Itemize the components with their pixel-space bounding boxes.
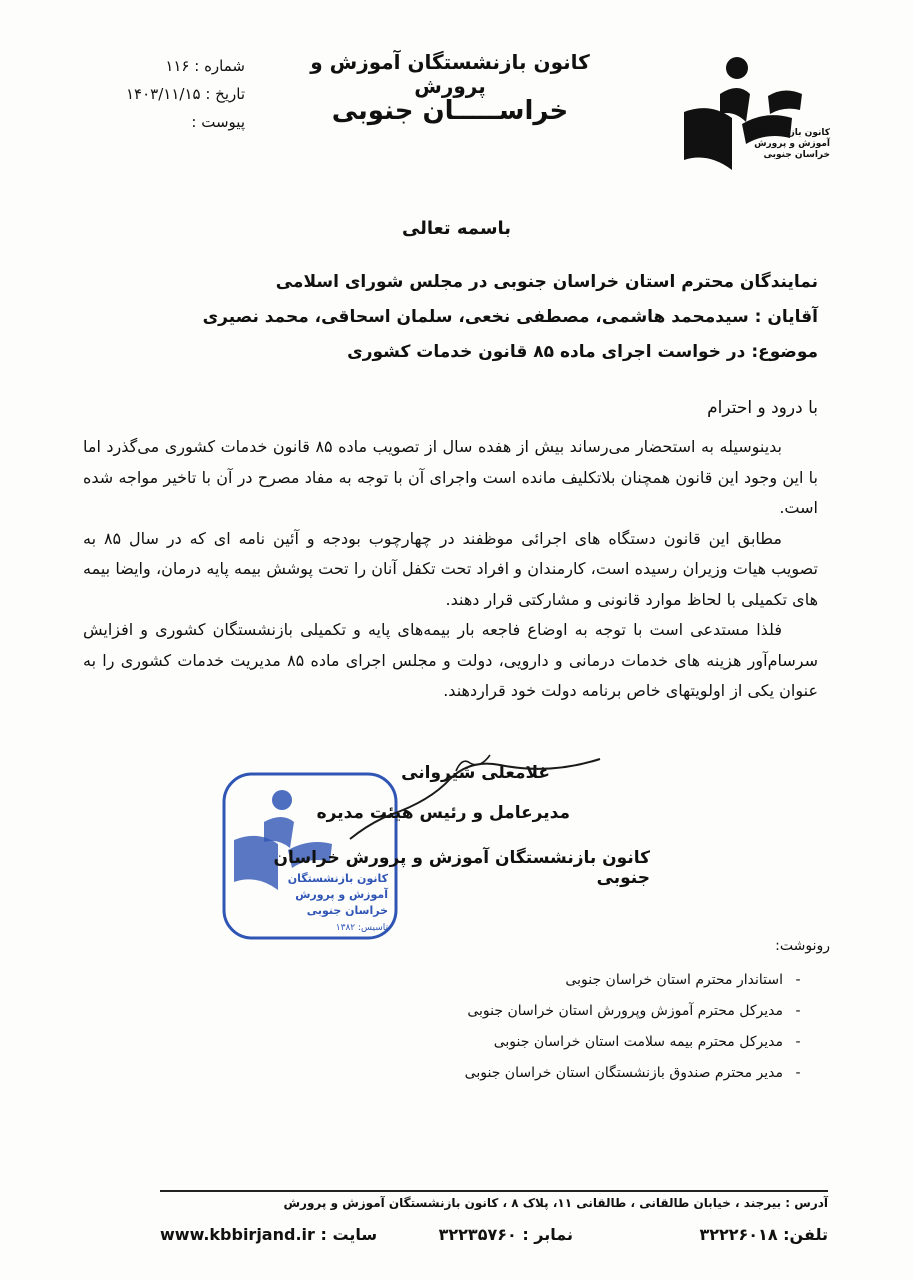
recipient-names: آقایان : سیدمحمد هاشمی، مصطفی نخعی، سلمان اسحاقی، محمد نصیری bbox=[202, 307, 818, 327]
logo-caption: کانون بازنشستگان آموزش و پرورش خراسان جنوبی bbox=[747, 128, 830, 160]
footer-site-label: سایت : bbox=[320, 1225, 378, 1244]
list-item: -مدیر محترم صندوق بازنشستگان استان خراسان جنوبی bbox=[363, 1058, 813, 1089]
footer-site bbox=[160, 1225, 377, 1244]
letter-meta bbox=[95, 52, 245, 136]
footer-contact bbox=[160, 1225, 828, 1251]
stamp-founded: تاسیس: ۱۳۸۲ bbox=[335, 923, 388, 933]
subject: موضوع: در خواست اجرای ماده ۸۵ قانون خدمات کشوری bbox=[347, 342, 818, 362]
greeting: با درود و احترام bbox=[707, 398, 818, 418]
handwritten-signature bbox=[330, 735, 610, 845]
dash-icon: - bbox=[795, 1065, 801, 1081]
paragraph: فلذا مستدعی است با توجه به اوضاع فاجعه بار بیمه‌های پایه و تکمیلی بازنشستگان کشوری و افزایش سرسام‌آور هزینه های خدمات درمانی و دارویی، دولت و مجلس اجرای ماده ۸۵ مدیریت خدمات کشوری را به عنوان یکی از اولویتهای خاص برنامه دولت خود قراردهند. bbox=[83, 620, 818, 700]
footer-fax: نمابر : ۳۲۲۳۵۷۶۰ bbox=[438, 1225, 573, 1244]
paragraph: مطابق این قانون دستگاه های اجرائی موظفند در چهارچوب بودجه و آئین نامه ای که در سال ۸۵ به تصویب هیات وزیران رسیده است، کارمندان و افراد تحت تکفل آنان را تحت پوشش بیمه پایه درمان، وایضا بیمه های تکمیلی با لحاظ موارد قانونی و مشارکتی قرار دهند. bbox=[83, 528, 818, 609]
org-region: خراســـــان جنوبی bbox=[331, 96, 569, 126]
cc-list bbox=[363, 965, 813, 1089]
dash-icon: - bbox=[795, 1034, 801, 1050]
recipient: نمایندگان محترم استان خراسان جنوبی در مجلس شورای اسلامی bbox=[275, 272, 818, 292]
cc-title: رونوشت: bbox=[775, 938, 830, 954]
footer-site-url[interactable]: www.kbbirjand.ir bbox=[160, 1225, 315, 1244]
letter-body bbox=[83, 432, 818, 707]
stamp-line-1: کانون بازنشستگان bbox=[287, 872, 388, 885]
dash-icon: - bbox=[795, 972, 801, 988]
signer-org: کانون بازنشستگان آموزش و پرورش خراسان جنوبی bbox=[273, 848, 650, 888]
stamp-line-2: آموزش و پرورش bbox=[295, 888, 388, 901]
signer-title: مدیرعامل و رئیس هیئت مدیره bbox=[316, 803, 570, 823]
basmala: باسمه تعالی bbox=[401, 218, 512, 239]
stamp-line-3: خراسان جنوبی bbox=[306, 904, 388, 917]
list-item: -مدیرکل محترم آموزش وپرورش استان خراسان جنوبی bbox=[363, 996, 813, 1027]
footer-address: آدرس : بیرجند ، خیابان طالقانی ، طالقانی ۱۱، پلاک ۸ ، کانون بازنشستگان آموزش و پرورش bbox=[283, 1196, 828, 1210]
footer-phone: تلفن: ۳۲۲۲۶۰۱۸ bbox=[699, 1225, 828, 1244]
list-item: -استاندار محترم استان خراسان جنوبی bbox=[363, 965, 813, 996]
list-item: -مدیرکل محترم بیمه سلامت استان خراسان جنوبی bbox=[363, 1027, 813, 1058]
letter-number: شماره : ۱۱۶ bbox=[165, 57, 245, 75]
footer-divider bbox=[160, 1190, 828, 1192]
dash-icon: - bbox=[795, 1003, 801, 1019]
letter-date: تاریخ : ۱۴۰۳/۱۱/۱۵ bbox=[126, 85, 245, 103]
signer-name: غلامعلی شیروانی bbox=[401, 763, 550, 783]
paragraph: بدینوسیله به استحضار می‌رساند بیش از هفده سال از تصویب ماده ۸۵ قانون خدمات کشوری می‌گذرد اما با این وجود این قانون همچنان بلاتکلیف مانده است واجرای آن با توجه به مفاد مصرح در آن با تاخیر مواجه شده است. bbox=[83, 437, 818, 517]
letter-attachment: پیوست : bbox=[191, 113, 245, 131]
org-title: کانون بازنشستگان آموزش و پرورش bbox=[310, 50, 590, 98]
